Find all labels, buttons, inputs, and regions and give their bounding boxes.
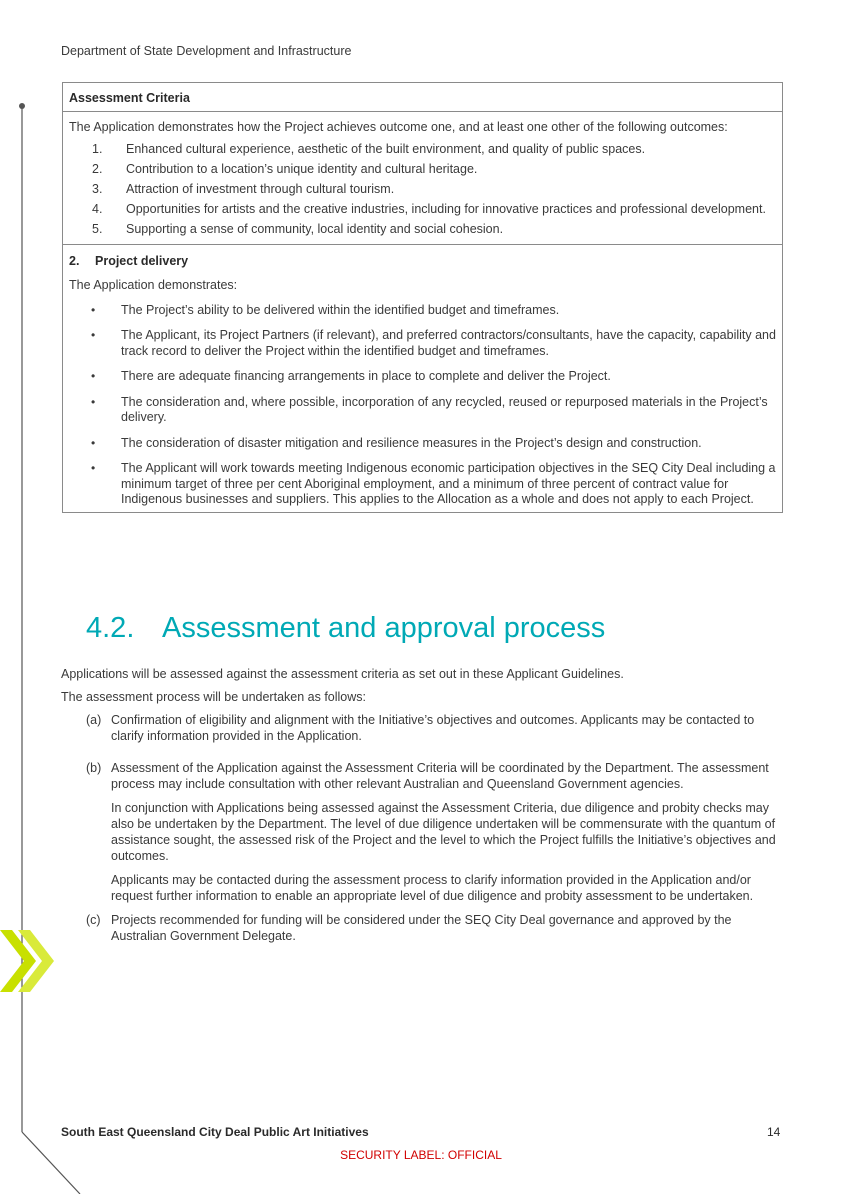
bullet-icon: • xyxy=(91,302,96,317)
list-item: • The consideration of disaster mitigation and resilience measures in the Project’s design and construction. xyxy=(69,436,776,452)
list-item: 1. Enhanced cultural experience, aesthetic of the built environment, and quality of public spaces. xyxy=(92,141,646,156)
list-item: • There are adequate financing arrangements in place to complete and deliver the Project. xyxy=(69,369,776,385)
paragraph: Applications will be assessed against the assessment criteria as set out in these Applicant Guidelines. xyxy=(61,667,624,681)
bullet-icon: • xyxy=(91,461,96,475)
list-item: (c) Projects recommended for funding will be considered under the SEQ City Deal governance and approved by the Australian Government Delegate. xyxy=(86,913,732,943)
page-number: 14 xyxy=(767,1125,781,1139)
outcomes-cell xyxy=(63,112,782,245)
table-heading: Assessment Criteria xyxy=(63,83,782,112)
list-item: 3. Attraction of investment through cultural tourism. xyxy=(92,181,395,196)
list-item: • The Project’s ability to be delivered within the identified budget and timeframes. xyxy=(69,303,776,319)
bullet-icon: • xyxy=(91,328,96,342)
project-delivery-intro: The Application demonstrates: xyxy=(69,277,238,292)
project-delivery-title: 2. Project delivery xyxy=(69,253,189,268)
bullet-icon: • xyxy=(91,435,96,450)
chevron-logo-icon xyxy=(0,928,56,994)
assessment-steps-list xyxy=(61,712,786,952)
list-item: • The Applicant, its Project Partners (if relevant), and preferred contractors/consultants, have the capacity, capability and track record to deliver the Project within the identified budget and timeframes. xyxy=(69,328,776,359)
bullet-icon: • xyxy=(91,369,96,383)
list-item: • The Applicant will work towards meeting Indigenous economic participation objectives in the SEQ City Deal including a minimum target of three per cent Aboriginal employment, and a minimum of three percent of contract value for Indigenous businesses and suppliers. This applies to the Allocation as a whole and does not apply to each Project. xyxy=(69,461,776,508)
header-department: Department of State Development and Infrastructure xyxy=(61,44,352,58)
list-item: 2. Contribution to a location’s unique identity and cultural heritage. xyxy=(92,161,478,176)
section-heading xyxy=(86,612,605,645)
section-title: Assessment and approval process xyxy=(162,612,606,644)
section-number: 4.2. xyxy=(86,612,135,644)
footer-title: South East Queensland City Deal Public Art Initiatives xyxy=(61,1125,369,1139)
security-label: SECURITY LABEL: OFFICIAL xyxy=(340,1148,502,1162)
list-item: 5. Supporting a sense of community, local identity and social cohesion. xyxy=(92,221,504,236)
project-delivery-cell xyxy=(63,245,782,512)
list-item: (b) Assessment of the Application against the Assessment Criteria will be coordinated by the Department. The assessment process may include consultation with other relevant Australian and Queensland Government agencies. In conjunction with Applications being assessed against the Assessment Criteria, due diligence and probity checks may also be undertaken by the Department. The level of due diligence undertaken will be commensurate with the quantum of assistance sought, the assessed risk of the Project and the level to which the Project fulfills the Initiative’s objectives and outcomes. Applicants may be contacted during the assessment process to clarify information provided in the Application and/or request further information to enable an appropriate level of due diligence and probity assessment to be undertaken. xyxy=(86,761,776,903)
outcomes-intro: The Application demonstrates how the Project achieves outcome one, and at least one other of the following outcomes: xyxy=(69,120,728,134)
outcomes-list xyxy=(69,141,776,237)
project-delivery-bullets xyxy=(69,303,776,508)
section-body xyxy=(61,666,786,960)
list-item: 4. Opportunities for artists and the creative industries, including for innovative practices and professional development. xyxy=(92,201,766,216)
list-item: • The consideration and, where possible, incorporation of any recycled, reused or repurposed materials in the Project’s delivery. xyxy=(69,395,776,426)
paragraph: The assessment process will be undertaken as follows: xyxy=(61,690,367,704)
list-item: (a) Confirmation of eligibility and alignment with the Initiative’s objectives and outcomes. Applicants may be contacted to clarify information provided in the Application. xyxy=(86,713,755,743)
assessment-criteria-table xyxy=(62,82,783,513)
bullet-icon: • xyxy=(91,394,96,409)
